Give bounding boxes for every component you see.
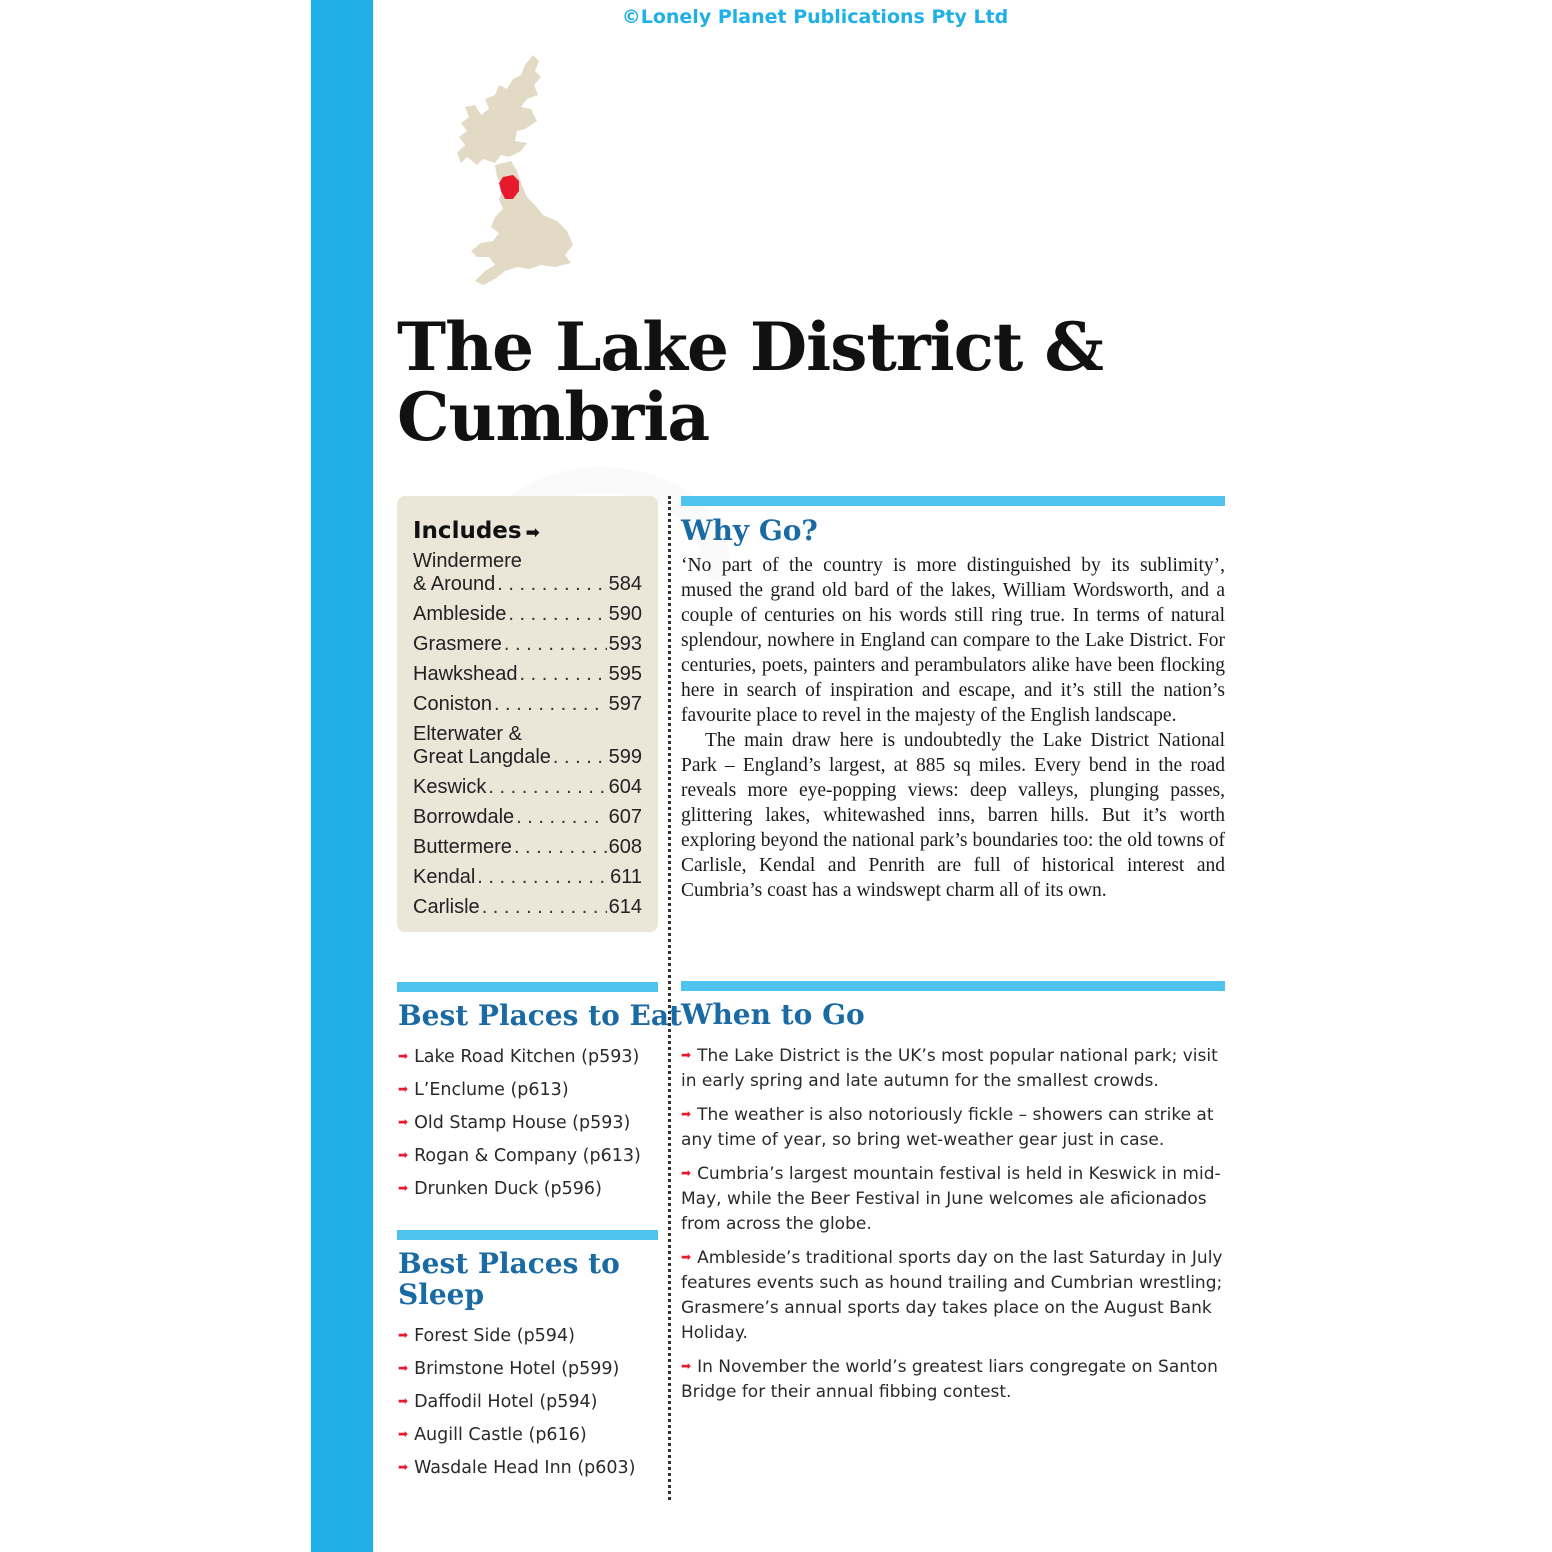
when-to-go-item [681,1354,1231,1405]
best-sleep-item [398,1390,636,1423]
great-britain-outline [457,55,573,285]
includes-item [413,866,642,889]
includes-item [413,693,642,716]
best-sleep-rule [397,1230,658,1240]
leader-dots [508,603,606,626]
red-arrow-icon: ➡ [398,1181,409,1195]
includes-item-page: 590 [608,603,642,625]
why-go-paragraph-2: The main draw here is undoubtedly the Lake District National Park – England’s largest, at 885 sq miles. Every bend in the road reveals more eye-popping views: deep valleys, plunging passes, glittering lakes, whitewashed inns, barren hills. But it’s worth exploring beyond the national park’s boundaries too: the old towns of Carlisle, Kendal and Penrith are full of historical interest and Cumbria’s coast has a windswept charm all of its own. [681,730,1225,901]
when-to-go-item-text: Cumbria’s largest mountain festival is held in Keswick in mid-May, while the Beer Festival in June welcomes ale aficionados from across the globe. [681,1164,1221,1234]
best-sleep-list [398,1324,636,1489]
when-to-go-item [681,1043,1231,1094]
red-arrow-icon: ➡ [681,1107,692,1121]
includes-item [413,550,642,596]
page-edge-color-bar [311,0,373,1552]
best-sleep-heading-line-2: Sleep [398,1278,485,1311]
includes-item-page: 611 [610,866,642,888]
includes-item [413,663,642,686]
includes-item [413,633,642,656]
includes-item [413,723,642,769]
includes-list [413,550,642,919]
best-eat-item [398,1111,641,1144]
red-arrow-icon: ➡ [681,1359,692,1373]
best-sleep-item-text: Wasdale Head Inn (p603) [414,1458,636,1478]
includes-item-page: 599 [608,746,642,768]
leader-dots [497,573,606,596]
includes-item [413,836,642,859]
leader-dots [520,663,607,686]
best-sleep-item-text: Daffodil Hotel (p594) [414,1392,598,1412]
why-go-paragraph-1: ‘No part of the country is more distinguished by its sublimity’, mused the grand old bard of the lakes, William Wordsworth, and a couple of centuries on his words still ring true. In terms of natural splendour, nowhere in England can compare to the Lake District. For centuries, poets, painters and perambulators alike have been flocking here in search of inspiration and escape, and it’s still the nation’s favourite place to revel in the majesty of the English landscape. [681,555,1225,726]
best-sleep-item-text: Brimstone Hotel (p599) [414,1359,620,1379]
leader-dots [477,866,608,889]
includes-item-name: Buttermere [413,836,512,858]
best-eat-list [398,1045,641,1210]
best-sleep-item [398,1324,636,1357]
copyright-notice: ©Lonely Planet Publications Pty Ltd [621,6,1009,28]
best-sleep-heading [398,1248,620,1310]
why-go-heading: Why Go? [681,514,818,547]
best-eat-item-text: Rogan & Company (p613) [414,1146,641,1166]
includes-item-page: 593 [608,633,642,655]
red-arrow-icon: ➡ [398,1148,409,1162]
red-arrow-icon: ➡ [398,1361,409,1375]
leader-dots [488,776,606,799]
best-eat-heading: Best Places to Eat [398,999,682,1032]
great-britain-locator-map-icon [455,55,580,287]
red-arrow-icon: ➡ [398,1460,409,1474]
column-divider [668,496,671,1500]
best-sleep-item-text: Forest Side (p594) [414,1326,575,1346]
when-to-go-item-text: The Lake District is the UK’s most popular national park; visit in early spring and late autumn for the smallest crowds. [681,1046,1218,1091]
includes-box [397,496,658,932]
best-sleep-item [398,1357,636,1390]
leader-dots [482,896,607,919]
best-sleep-heading-line-1: Best Places to [398,1247,620,1280]
leader-dots [553,746,607,769]
includes-item-page: 614 [608,896,642,918]
best-sleep-item-text: Augill Castle (p616) [414,1425,587,1445]
best-eat-item [398,1078,641,1111]
includes-heading [413,518,642,544]
best-eat-item [398,1177,641,1210]
includes-item-name: Ambleside [413,603,507,625]
best-eat-item-text: Drunken Duck (p596) [414,1179,602,1199]
includes-item-name: Hawkshead [413,663,518,685]
includes-item-name: Grasmere [413,633,502,655]
best-eat-item [398,1144,641,1177]
leader-dots [494,693,607,716]
when-to-go-rule [681,981,1225,991]
red-arrow-icon: ➡ [398,1328,409,1342]
red-arrow-icon: ➡ [398,1082,409,1096]
red-arrow-icon: ➡ [398,1394,409,1408]
includes-item-name: Coniston [413,693,492,715]
best-eat-rule [397,982,658,992]
includes-item-page: 595 [608,663,642,685]
when-to-go-item-text: Ambleside’s traditional sports day on the last Saturday in July features events such as hound trailing and Cumbrian wrestling; Grasmere’s annual sports day takes place on the August Bank Holiday. [681,1248,1223,1343]
when-to-go-list [681,1043,1231,1413]
why-go-rule [681,496,1225,506]
best-eat-item [398,1045,641,1078]
includes-item-name: Borrowdale [413,806,515,828]
includes-item-page: 584 [608,573,642,595]
when-to-go-item-text: In November the world’s greatest liars congregate on Santon Bridge for their annual fibbing contest. [681,1357,1218,1402]
red-arrow-icon: ➡ [681,1048,692,1062]
includes-item-page: 608 [608,836,642,858]
includes-item-name: Windermere [413,550,522,572]
red-arrow-icon: ➡ [681,1166,692,1180]
includes-heading-label: Includes [413,518,522,544]
when-to-go-item [681,1161,1231,1237]
when-to-go-item [681,1102,1231,1153]
leader-dots [514,836,607,859]
title-line-1: The Lake District & [397,308,1103,386]
includes-item-page: 604 [608,776,642,798]
red-arrow-icon: ➡ [681,1250,692,1264]
includes-item-name: & Around [413,573,496,595]
includes-item-page: 597 [608,693,642,715]
includes-item [413,776,642,799]
arrow-right-icon: ➡ [525,523,540,543]
includes-item-page: 607 [608,806,642,828]
best-sleep-item [398,1456,636,1489]
why-go-body [681,553,1225,903]
includes-item-name: Kendal [413,866,476,888]
when-to-go-heading: When to Go [681,998,865,1031]
includes-item-name: Great Langdale [413,746,551,768]
red-arrow-icon: ➡ [398,1115,409,1129]
when-to-go-item [681,1245,1231,1346]
best-eat-item-text: Lake Road Kitchen (p593) [414,1047,640,1067]
includes-item-name: Keswick [413,776,487,798]
includes-item [413,603,642,626]
title-line-2: Cumbria [397,378,710,456]
includes-item-name: Elterwater & [413,723,522,745]
best-eat-item-text: L’Enclume (p613) [414,1080,569,1100]
best-sleep-item [398,1423,636,1456]
includes-item [413,896,642,919]
best-eat-item-text: Old Stamp House (p593) [414,1113,631,1133]
page-title [397,308,1103,456]
red-arrow-icon: ➡ [398,1427,409,1441]
leader-dots [516,806,606,829]
includes-item-name: Carlisle [413,896,480,918]
includes-item [413,806,642,829]
leader-dots [504,633,607,656]
red-arrow-icon: ➡ [398,1049,409,1063]
when-to-go-item-text: The weather is also notoriously fickle – showers can strike at any time of year, so bring wet-weather gear just in case. [681,1105,1214,1150]
